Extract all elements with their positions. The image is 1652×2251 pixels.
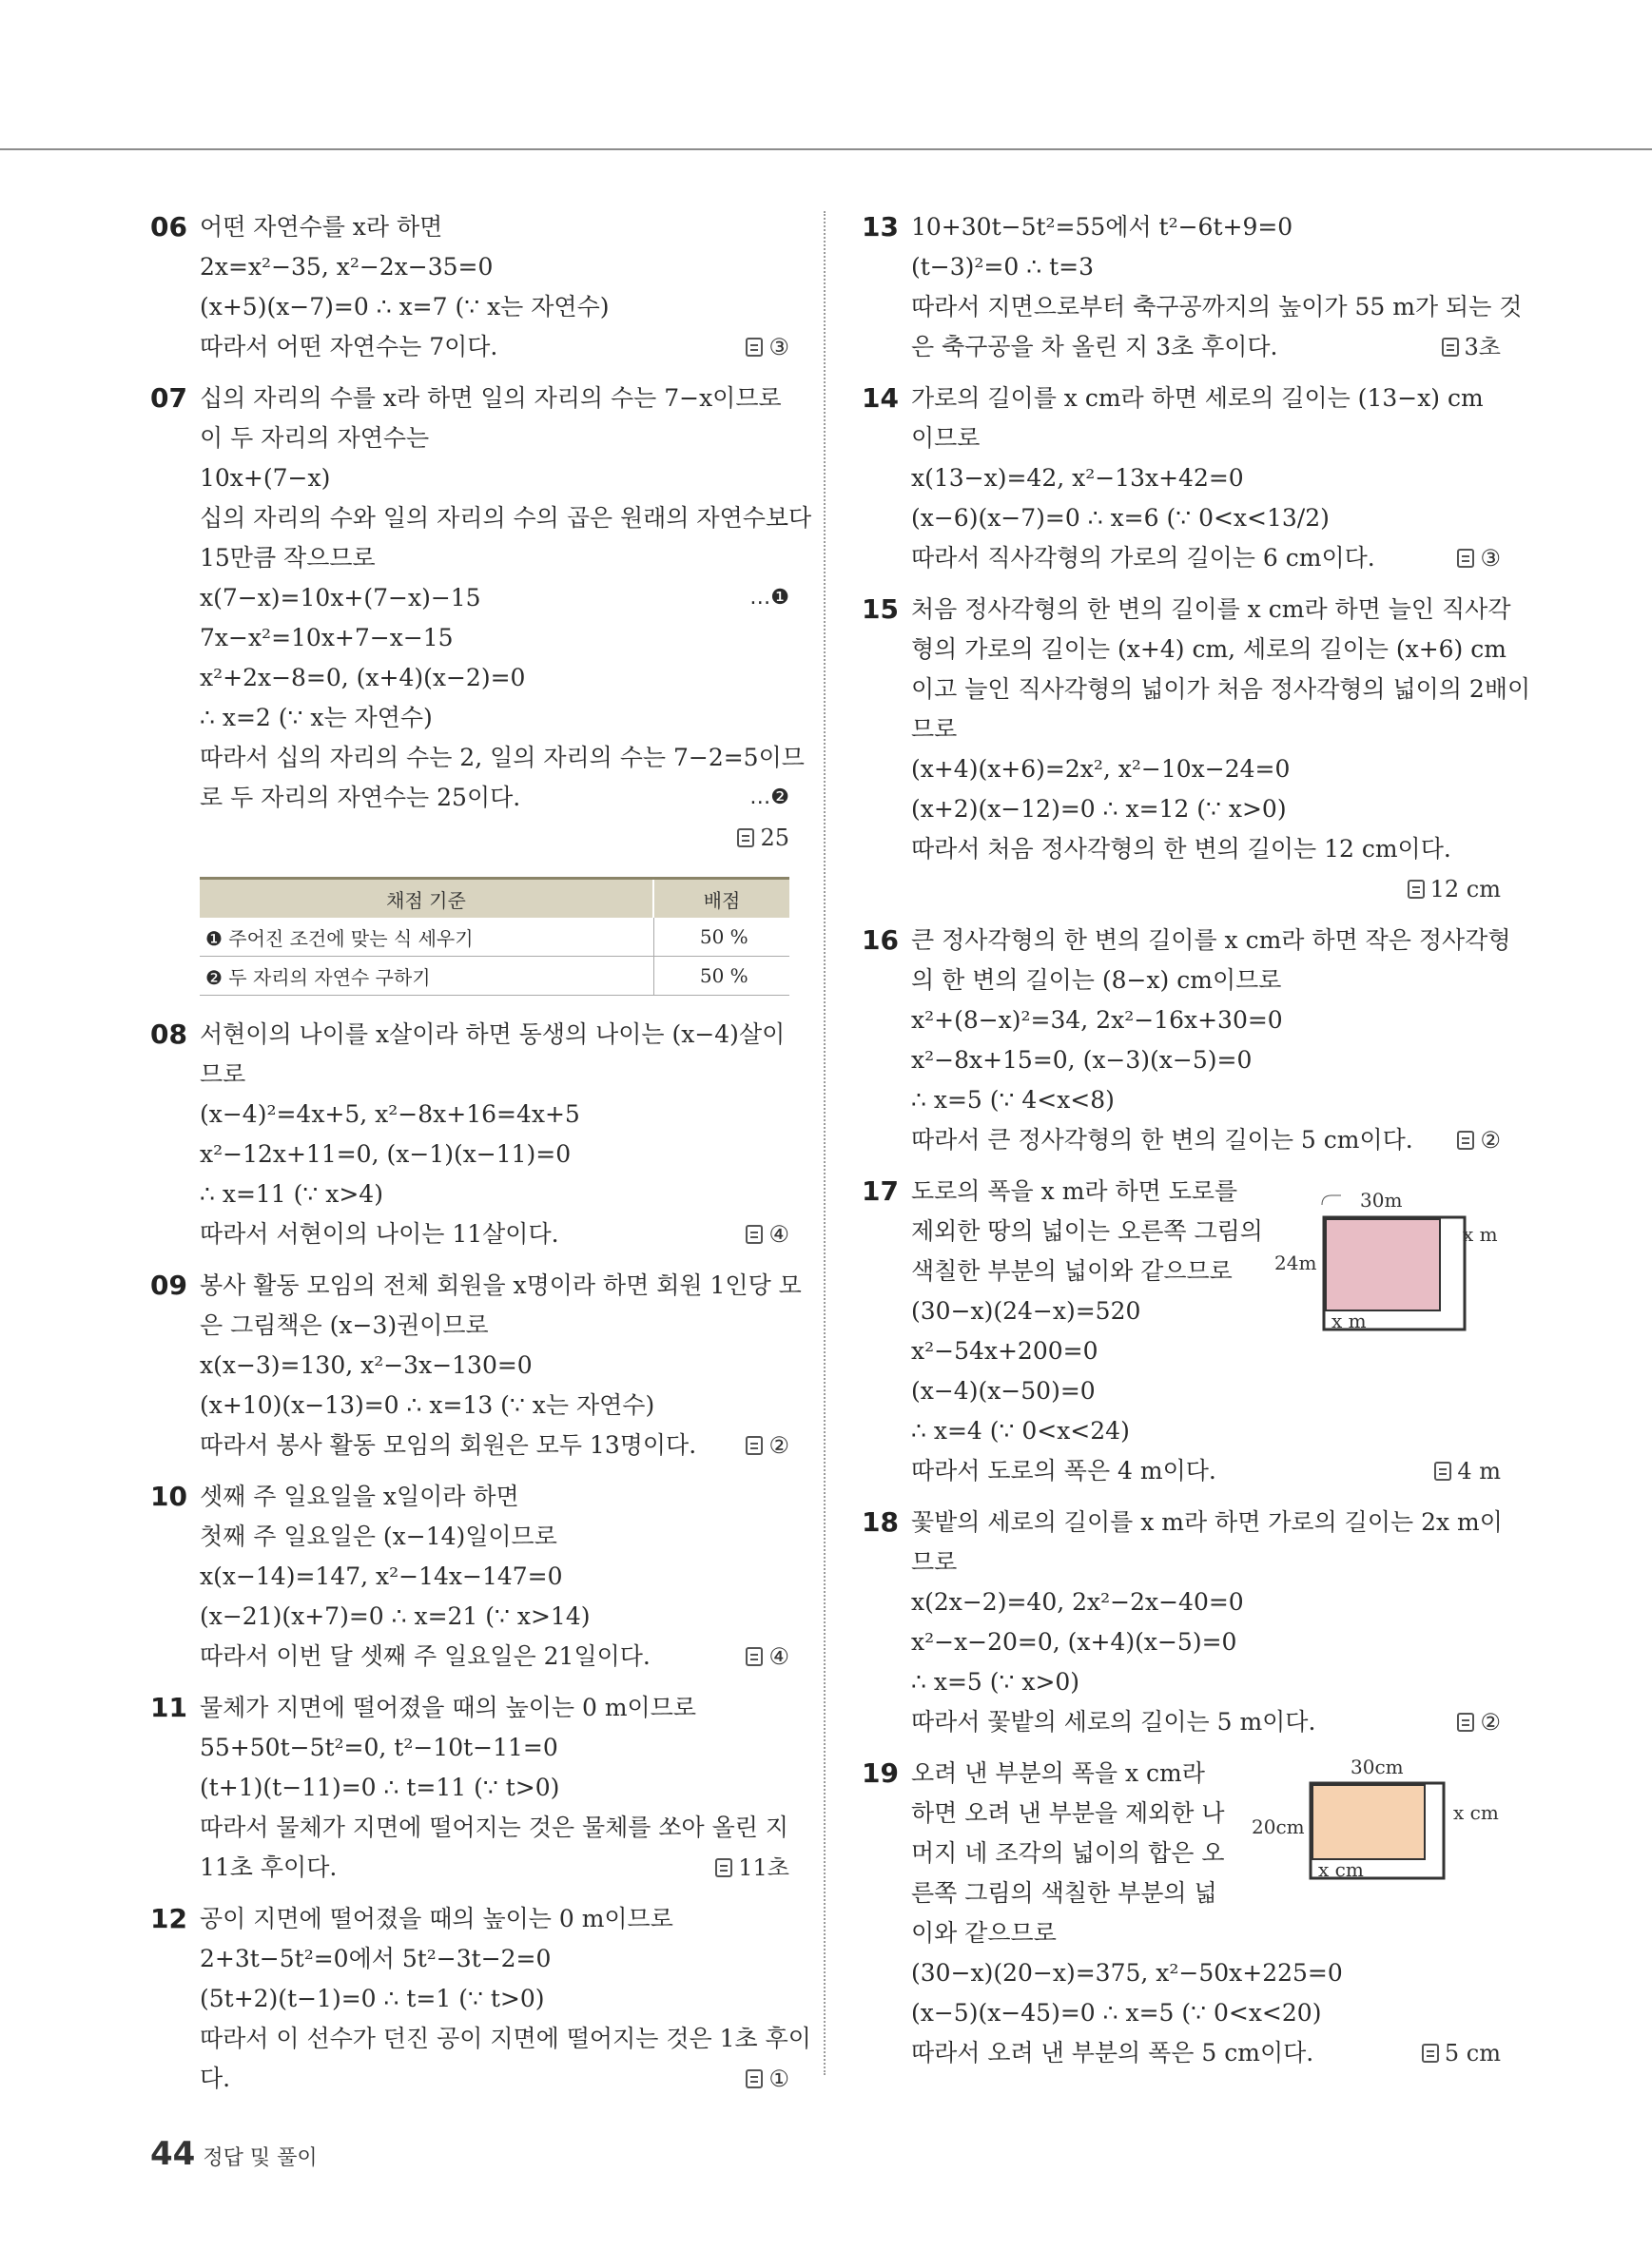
solution-text: 따라서 처음 정사각형의 한 변의 길이는 12 cm이다. xyxy=(911,835,1451,863)
solution-text: 십의 자리의 수를 x라 하면 일의 자리의 수는 7−x이므로 xyxy=(200,384,782,412)
solution-text: 11초 후이다. xyxy=(200,1853,338,1881)
solution-text: x²−x−20=0, (x+4)(x−5)=0 xyxy=(911,1628,1237,1656)
problem-15 xyxy=(862,590,1531,909)
solution-line xyxy=(200,1135,789,1174)
solution-text: x(7−x)=10x+(7−x)−15 xyxy=(200,584,481,611)
solution-line xyxy=(911,378,1501,418)
answer xyxy=(1457,538,1501,578)
solution-text: ∴ x=11 (∵ x>4) xyxy=(200,1180,383,1208)
solution-text: x(x−14)=147, x²−14x−147=0 xyxy=(200,1562,563,1590)
solution-text: 따라서 어떤 자연수는 7이다. xyxy=(200,333,498,360)
road-figure xyxy=(1265,1184,1512,1336)
answer xyxy=(1434,1451,1501,1491)
solution-line xyxy=(200,1939,789,1979)
solution-text: (x+5)(x−7)=0 ∴ x=7 (∵ x는 자연수) xyxy=(200,293,610,320)
solution-line xyxy=(911,829,1501,869)
solution-line xyxy=(200,778,789,818)
solution-line xyxy=(200,1306,789,1346)
solution-line xyxy=(200,327,789,367)
solution-line xyxy=(200,538,789,578)
answer-note-icon xyxy=(746,338,763,357)
answer-note-icon xyxy=(737,828,754,847)
answer-value: ④ xyxy=(768,1221,789,1248)
solution-line xyxy=(911,1120,1501,1160)
answer-value: ① xyxy=(768,2066,789,2092)
solution-text: 따라서 십의 자리의 수는 2, 일의 자리의 수는 7−2=5이므 xyxy=(200,744,805,771)
answer-value: 4 m xyxy=(1457,1458,1501,1484)
solution-line xyxy=(200,1426,789,1465)
solution-text: (x−21)(x+7)=0 ∴ x=21 (∵ x>14) xyxy=(200,1602,591,1630)
solution-text: 따라서 직사각형의 가로의 길이는 6 cm이다. xyxy=(911,544,1375,572)
solution-line xyxy=(200,658,789,698)
grading-header: 채점 기준 xyxy=(200,879,653,919)
problem-18 xyxy=(862,1503,1501,1742)
solution-line xyxy=(200,1346,789,1386)
solution-line xyxy=(911,1411,1501,1451)
solution-line xyxy=(200,418,789,458)
solution-line xyxy=(200,1899,789,1939)
solution-line xyxy=(200,1174,789,1214)
solution-line xyxy=(911,207,1501,247)
problem-number: 12 xyxy=(150,1903,187,1934)
solution-line xyxy=(911,1543,1501,1582)
problem-number: 13 xyxy=(862,211,899,243)
solution-text: 따라서 이번 달 셋째 주 일요일은 21일이다. xyxy=(200,1642,651,1670)
solution-line xyxy=(911,1702,1501,1742)
solution-line xyxy=(911,247,1501,287)
answer-value: ② xyxy=(1480,1709,1501,1736)
solution-text: 어떤 자연수를 x라 하면 xyxy=(200,213,443,241)
solution-text: 므로 xyxy=(911,1548,958,1576)
solution-text: 봉사 활동 모임의 전체 회원을 x명이라 하면 회원 1인당 모 xyxy=(200,1271,802,1299)
solution-line xyxy=(911,418,1501,458)
solution-line xyxy=(911,590,1511,630)
problem-10 xyxy=(150,1477,789,1677)
answer xyxy=(1422,2033,1501,2073)
solution-line xyxy=(911,327,1501,367)
solution-line xyxy=(911,1040,1501,1080)
solution-text: 2x=x²−35, x²−2x−35=0 xyxy=(200,253,494,281)
solution-line xyxy=(200,1597,789,1637)
solution-text: 따라서 서현이의 나이는 11살이다. xyxy=(200,1220,559,1248)
solution-line xyxy=(911,961,1501,1000)
answer-value: 12 cm xyxy=(1429,876,1501,902)
solution-text: 이므로 xyxy=(911,424,981,452)
solution-line xyxy=(200,1386,789,1426)
solution-text: 따라서 지면으로부터 축구공까지의 높이가 55 m가 되는 것 xyxy=(911,293,1523,320)
answer-value: ② xyxy=(1480,1127,1501,1154)
solution-line xyxy=(911,749,1501,789)
solution-text: 십의 자리의 수와 일의 자리의 수의 곱은 원래의 자연수보다 xyxy=(200,504,812,532)
grading-score: 50 % xyxy=(653,918,789,957)
problem-07 xyxy=(150,378,812,996)
solution-text: 다. xyxy=(200,2065,231,2092)
answer xyxy=(746,327,789,367)
solution-line xyxy=(911,1000,1501,1040)
solution-text: 따라서 큰 정사각형의 한 변의 길이는 5 cm이다. xyxy=(911,1126,1413,1154)
problem-number: 14 xyxy=(862,382,899,414)
grading-row xyxy=(200,918,789,957)
paper-figure-inner-label: x cm xyxy=(1318,1858,1364,1881)
answer-line xyxy=(200,818,789,858)
solution-text: ∴ x=2 (∵ x는 자연수) xyxy=(200,704,433,731)
page-footer xyxy=(150,2135,318,2173)
top-rule xyxy=(0,148,1652,150)
solution-text: 하면 오려 낸 부분을 제외한 나 xyxy=(911,1799,1225,1827)
solution-line xyxy=(911,1371,1501,1411)
problem-09 xyxy=(150,1266,802,1465)
problem-14 xyxy=(862,378,1501,578)
problem-number: 11 xyxy=(150,1692,187,1723)
solution-text: 따라서 꽃밭의 세로의 길이는 5 m이다. xyxy=(911,1708,1316,1736)
problem-number: 18 xyxy=(862,1506,899,1538)
solution-text: 7x−x²=10x+7−x−15 xyxy=(200,624,454,651)
answer xyxy=(1408,869,1501,909)
problem-06 xyxy=(150,207,789,367)
solution-line xyxy=(200,1517,789,1557)
solution-text: 은 그림책은 (x−3)권이므로 xyxy=(200,1311,489,1339)
solution-text: 셋째 주 일요일을 x일이라 하면 xyxy=(200,1483,519,1510)
problem-number: 07 xyxy=(150,382,187,414)
solution-line xyxy=(911,630,1506,669)
paper-figure-right-label: x cm xyxy=(1453,1801,1499,1824)
solution-text: x²−54x+200=0 xyxy=(911,1337,1098,1365)
solution-text: x²−8x+15=0, (x−3)(x−5)=0 xyxy=(911,1046,1253,1074)
solution-text: x²+2x−8=0, (x+4)(x−2)=0 xyxy=(200,664,526,691)
solution-text: (x−6)(x−7)=0 ∴ x=6 (∵ 0<x<13/2) xyxy=(911,504,1330,532)
answer-value: ④ xyxy=(768,1643,789,1670)
answer xyxy=(1457,1702,1501,1742)
solution-line xyxy=(911,1451,1501,1491)
solution-line xyxy=(200,287,789,327)
answer xyxy=(737,818,789,858)
answer-note-icon xyxy=(715,1858,732,1877)
solution-text: (x+2)(x−12)=0 ∴ x=12 (∵ x>0) xyxy=(911,795,1287,823)
grading-row xyxy=(200,957,789,996)
solution-text: x(2x−2)=40, 2x²−2x−40=0 xyxy=(911,1588,1244,1616)
solution-line xyxy=(911,669,1531,709)
solution-text: (t−3)²=0 ∴ t=3 xyxy=(911,253,1094,281)
road-figure-inner-label: x m xyxy=(1331,1310,1367,1332)
solution-line xyxy=(200,578,789,618)
grading-criterion: ❷ 두 자리의 자연수 구하기 xyxy=(200,957,653,996)
solution-text: 첫째 주 일요일은 (x−14)일이므로 xyxy=(200,1523,557,1550)
paper-figure-top-label: 30cm xyxy=(1351,1756,1404,1778)
problem-number: 17 xyxy=(862,1175,899,1207)
solution-text: 이고 늘인 직사각형의 넓이가 처음 정사각형의 넓이의 2배이 xyxy=(911,675,1531,703)
solution-line xyxy=(911,1080,1501,1120)
solution-line xyxy=(200,1214,789,1254)
solution-text: (x+4)(x+6)=2x², x²−10x−24=0 xyxy=(911,755,1291,783)
solution-line xyxy=(911,1503,1501,1543)
grading-header: 배점 xyxy=(653,879,789,919)
answer-value: 11초 xyxy=(738,1854,789,1881)
answer xyxy=(746,1426,789,1465)
answer xyxy=(746,2059,789,2099)
solution-text: 은 축구공을 차 올린 지 3초 후이다. xyxy=(911,333,1278,360)
solution-line xyxy=(911,538,1501,578)
solution-line xyxy=(200,738,805,778)
solution-text: (x−4)²=4x+5, x²−8x+16=4x+5 xyxy=(200,1100,580,1128)
solution-text: 가로의 길이를 x cm라 하면 세로의 길이는 (13−x) cm xyxy=(911,384,1484,412)
solution-line xyxy=(200,1637,789,1677)
solution-text: ∴ x=5 (∵ x>0) xyxy=(911,1668,1080,1696)
answer xyxy=(1442,327,1501,367)
road-figure-top-label: 30m xyxy=(1360,1189,1403,1212)
solution-line xyxy=(911,1622,1501,1662)
paper-figure-side-label: 20cm xyxy=(1252,1815,1305,1838)
step-mark: …❶ xyxy=(749,586,789,610)
solution-line xyxy=(200,1477,789,1517)
answer-note-icon xyxy=(1408,880,1425,899)
solution-line xyxy=(200,1095,789,1135)
grading-score: 50 % xyxy=(653,957,789,996)
answer-value: 3초 xyxy=(1464,334,1501,360)
problem-12 xyxy=(150,1899,811,2099)
answer-note-icon xyxy=(746,1225,763,1244)
answer-value: 25 xyxy=(760,825,789,851)
solution-line xyxy=(911,1331,1501,1371)
solution-line xyxy=(200,1848,789,1888)
solution-text: 로 두 자리의 자연수는 25이다. xyxy=(200,784,521,811)
answer-note-icon xyxy=(1422,2044,1439,2063)
solution-line xyxy=(200,1055,789,1095)
page-number: 44 xyxy=(150,2135,196,2173)
solution-line xyxy=(911,1913,1501,1953)
solution-text: 색칠한 부분의 넓이와 같으므로 xyxy=(911,1257,1233,1285)
answer-note-icon xyxy=(1457,549,1474,568)
solution-text: (30−x)(24−x)=520 xyxy=(911,1297,1141,1325)
solution-line xyxy=(200,1979,789,2019)
solution-line xyxy=(911,458,1501,498)
answer-line xyxy=(911,869,1501,909)
solution-text: 2+3t−5t²=0에서 5t²−3t−2=0 xyxy=(200,1945,552,1972)
solution-text: (30−x)(20−x)=375, x²−50x+225=0 xyxy=(911,1959,1343,1987)
problem-number: 16 xyxy=(862,924,899,956)
problem-number: 06 xyxy=(150,211,187,243)
solution-line xyxy=(911,1582,1501,1622)
solution-text: 따라서 오려 낸 부분의 폭은 5 cm이다. xyxy=(911,2039,1314,2067)
solution-text: 형의 가로의 길이는 (x+4) cm, 세로의 길이는 (x+6) cm xyxy=(911,635,1506,663)
solution-line xyxy=(200,378,789,418)
solution-line xyxy=(911,1662,1501,1702)
solution-line xyxy=(911,921,1511,961)
solution-text: x(13−x)=42, x²−13x+42=0 xyxy=(911,464,1244,492)
solution-line xyxy=(200,698,789,738)
solution-line xyxy=(200,1266,802,1306)
problem-number: 15 xyxy=(862,593,899,625)
answer-note-icon xyxy=(1434,1462,1451,1481)
solution-text: (t+1)(t−11)=0 ∴ t=11 (∵ t>0) xyxy=(200,1774,560,1801)
answer-note-icon xyxy=(746,1647,763,1666)
solution-line xyxy=(911,709,1501,749)
solution-text: 따라서 물체가 지면에 떨어지는 것은 물체를 쏘아 올린 지 xyxy=(200,1814,789,1841)
problem-13 xyxy=(862,207,1523,367)
answer xyxy=(746,1214,789,1254)
step-mark: …❷ xyxy=(749,786,789,809)
solution-text: 므로 xyxy=(911,715,958,743)
solution-text: 15만큼 작으므로 xyxy=(200,544,376,572)
solution-line xyxy=(911,789,1501,829)
solution-line xyxy=(200,2059,789,2099)
solution-text: (x+10)(x−13)=0 ∴ x=13 (∵ x는 자연수) xyxy=(200,1391,655,1419)
solution-text: (x−5)(x−45)=0 ∴ x=5 (∵ 0<x<20) xyxy=(911,1999,1322,2027)
solution-line xyxy=(200,1557,789,1597)
answer-value: 5 cm xyxy=(1444,2040,1501,2067)
solution-text: 처음 정사각형의 한 변의 길이를 x cm라 하면 늘인 직사각 xyxy=(911,595,1511,623)
answer xyxy=(1457,1120,1501,1160)
problem-08 xyxy=(150,1015,789,1254)
problem-16 xyxy=(862,921,1511,1160)
solution-text: 서현이의 나이를 x살이라 하면 동생의 나이는 (x−4)살이 xyxy=(200,1020,786,1048)
problem-number: 10 xyxy=(150,1481,187,1512)
solution-text: x²+(8−x)²=34, 2x²−16x+30=0 xyxy=(911,1006,1283,1034)
answer-value: ② xyxy=(768,1432,789,1459)
solution-line xyxy=(911,1953,1501,1993)
solution-text: 므로 xyxy=(200,1060,246,1088)
solution-text: 따라서 이 선수가 던진 공이 지면에 떨어지는 것은 1초 후이 xyxy=(200,2025,811,2052)
solution-line xyxy=(200,498,812,538)
answer-value: ③ xyxy=(768,334,789,360)
solution-line xyxy=(200,207,789,247)
problem-11 xyxy=(150,1688,789,1888)
answer xyxy=(746,1637,789,1677)
solution-text: 이 두 자리의 자연수는 xyxy=(200,424,430,452)
solution-line xyxy=(200,618,789,658)
answer-note-icon xyxy=(746,1436,763,1455)
solution-line xyxy=(911,287,1523,327)
solution-text: ∴ x=5 (∵ 4<x<8) xyxy=(911,1086,1115,1114)
solution-text: x²−12x+11=0, (x−1)(x−11)=0 xyxy=(200,1140,572,1168)
solution-text: (x−4)(x−50)=0 xyxy=(911,1377,1096,1405)
solution-line xyxy=(911,2033,1501,2073)
solution-line xyxy=(200,1015,789,1055)
grading-table xyxy=(200,877,789,996)
problem-number: 09 xyxy=(150,1270,187,1301)
solution-text: 제외한 땅의 넓이는 오른쪽 그림의 xyxy=(911,1217,1263,1245)
solution-text: 꽃밭의 세로의 길이를 x m라 하면 가로의 길이는 2x m이 xyxy=(911,1508,1503,1536)
column-divider xyxy=(824,211,826,2075)
solution-text: x(x−3)=130, x²−3x−130=0 xyxy=(200,1351,533,1379)
answer-value: ③ xyxy=(1480,545,1501,572)
road-figure-side-label: 24m xyxy=(1274,1252,1317,1274)
solution-text: 도로의 폭을 x m라 하면 도로를 xyxy=(911,1177,1238,1205)
problem-number: 08 xyxy=(150,1019,187,1050)
answer-note-icon xyxy=(1457,1131,1474,1150)
solution-text: 10x+(7−x) xyxy=(200,464,331,492)
answer xyxy=(715,1848,789,1888)
answer-note-icon xyxy=(1442,338,1459,357)
problem-number: 19 xyxy=(862,1757,899,1789)
solution-line xyxy=(200,1768,789,1808)
road-figure-right-label: x m xyxy=(1463,1223,1498,1246)
page-label: 정답 및 풀이 xyxy=(203,2146,318,2170)
solution-line xyxy=(911,1993,1501,2033)
solution-line xyxy=(200,1688,789,1728)
solution-text: 의 한 변의 길이는 (8−x) cm이므로 xyxy=(911,966,1282,994)
solution-text: (5t+2)(t−1)=0 ∴ t=1 (∵ t>0) xyxy=(200,1985,545,2012)
solution-text: 오려 낸 부분의 폭을 x cm라 xyxy=(911,1759,1205,1787)
solution-line xyxy=(200,1808,789,1848)
solution-text: 10+30t−5t²=55에서 t²−6t+9=0 xyxy=(911,213,1293,241)
solution-line xyxy=(200,458,789,498)
solution-text: 물체가 지면에 떨어졌을 때의 높이는 0 m이므로 xyxy=(200,1694,696,1721)
left-column xyxy=(150,207,812,2110)
solution-text: 따라서 도로의 폭은 4 m이다. xyxy=(911,1457,1216,1484)
solution-text: 이와 같으므로 xyxy=(911,1919,1057,1947)
answer-note-icon xyxy=(1457,1713,1474,1732)
solution-text: ∴ x=4 (∵ 0<x<24) xyxy=(911,1417,1130,1445)
solution-line xyxy=(200,247,789,287)
solution-line xyxy=(200,2019,811,2059)
solution-text: 따라서 봉사 활동 모임의 회원은 모두 13명이다. xyxy=(200,1431,697,1459)
solution-line xyxy=(200,1728,789,1768)
solution-text: 머지 네 조각의 넓이의 합은 오 xyxy=(911,1839,1225,1867)
solution-line xyxy=(911,498,1501,538)
solution-text: 공이 지면에 떨어졌을 때의 높이는 0 m이므로 xyxy=(200,1905,673,1932)
answer-note-icon xyxy=(746,2069,763,2088)
solution-text: 55+50t−5t²=0, t²−10t−11=0 xyxy=(200,1734,558,1761)
solution-text: 큰 정사각형의 한 변의 길이를 x cm라 하면 작은 정사각형 xyxy=(911,926,1511,954)
solution-text: 른쪽 그림의 색칠한 부분의 넓 xyxy=(911,1879,1217,1907)
grading-criterion: ❶ 주어진 조건에 맞는 식 세우기 xyxy=(200,918,653,957)
paper-figure xyxy=(1246,1755,1531,1897)
